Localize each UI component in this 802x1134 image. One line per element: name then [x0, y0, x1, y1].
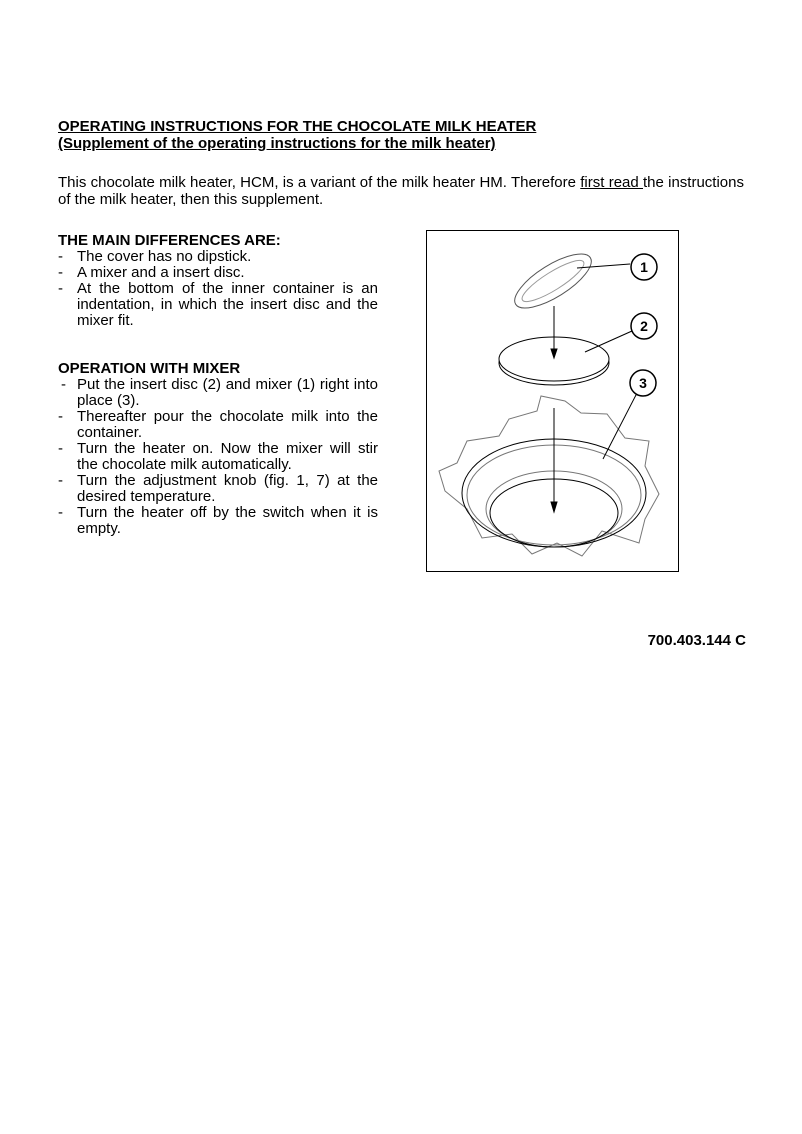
intro-text-end: the instructions of the milk heater, then this supplement. [58, 174, 744, 208]
list-item: - The cover has no dipstick. [58, 248, 252, 265]
assembly-figure [426, 230, 679, 572]
differences-section [58, 233, 378, 329]
container-drawing [439, 396, 659, 556]
leader-line-3 [603, 393, 637, 459]
arrow-head-icon [551, 502, 557, 512]
document-title [58, 118, 536, 152]
operation-heading: OPERATION WITH MIXER [58, 360, 241, 377]
operation-section [58, 361, 378, 537]
leader-line-1 [577, 264, 630, 268]
callout-label-2: 2 [640, 318, 648, 334]
list-item: - Turn the heater on. Now the mixer will stir the chocolate milk automatically. [58, 440, 378, 473]
intro-emphasis: first read [580, 174, 643, 191]
list-item: - A mixer and a insert disc. [58, 264, 245, 281]
intro-paragraph [58, 174, 744, 208]
intro-text: This chocolate milk heater, HCM, is a variant of the milk heater HM. Therefore [58, 174, 581, 191]
list-item: - Turn the heater off by the switch when it is empty. [58, 504, 378, 537]
callout-label-1: 1 [640, 259, 648, 275]
list-item: - At the bottom of the inner container is an indentation, in which the insert disc and the mixer fit. [58, 280, 378, 329]
mixer-drawing [507, 244, 599, 318]
list-item: - Turn the adjustment knob (fig. 1, 7) at the desired temperature. [58, 472, 378, 505]
differences-heading: THE MAIN DIFFERENCES ARE: [58, 232, 281, 249]
list-item: - Thereafter pour the chocolate milk into the container. [58, 408, 378, 441]
document-code: 700.403.144 C [647, 632, 746, 649]
leader-line-2 [585, 331, 632, 352]
title-line-1: OPERATING INSTRUCTIONS FOR THE CHOCOLATE MILK HEATER [58, 118, 537, 135]
list-item: - Put the insert disc (2) and mixer (1) right into place (3). [61, 376, 378, 409]
callout-label-3: 3 [639, 375, 647, 391]
title-line-2: (Supplement of the operating instructions for the milk heater) [58, 135, 496, 152]
